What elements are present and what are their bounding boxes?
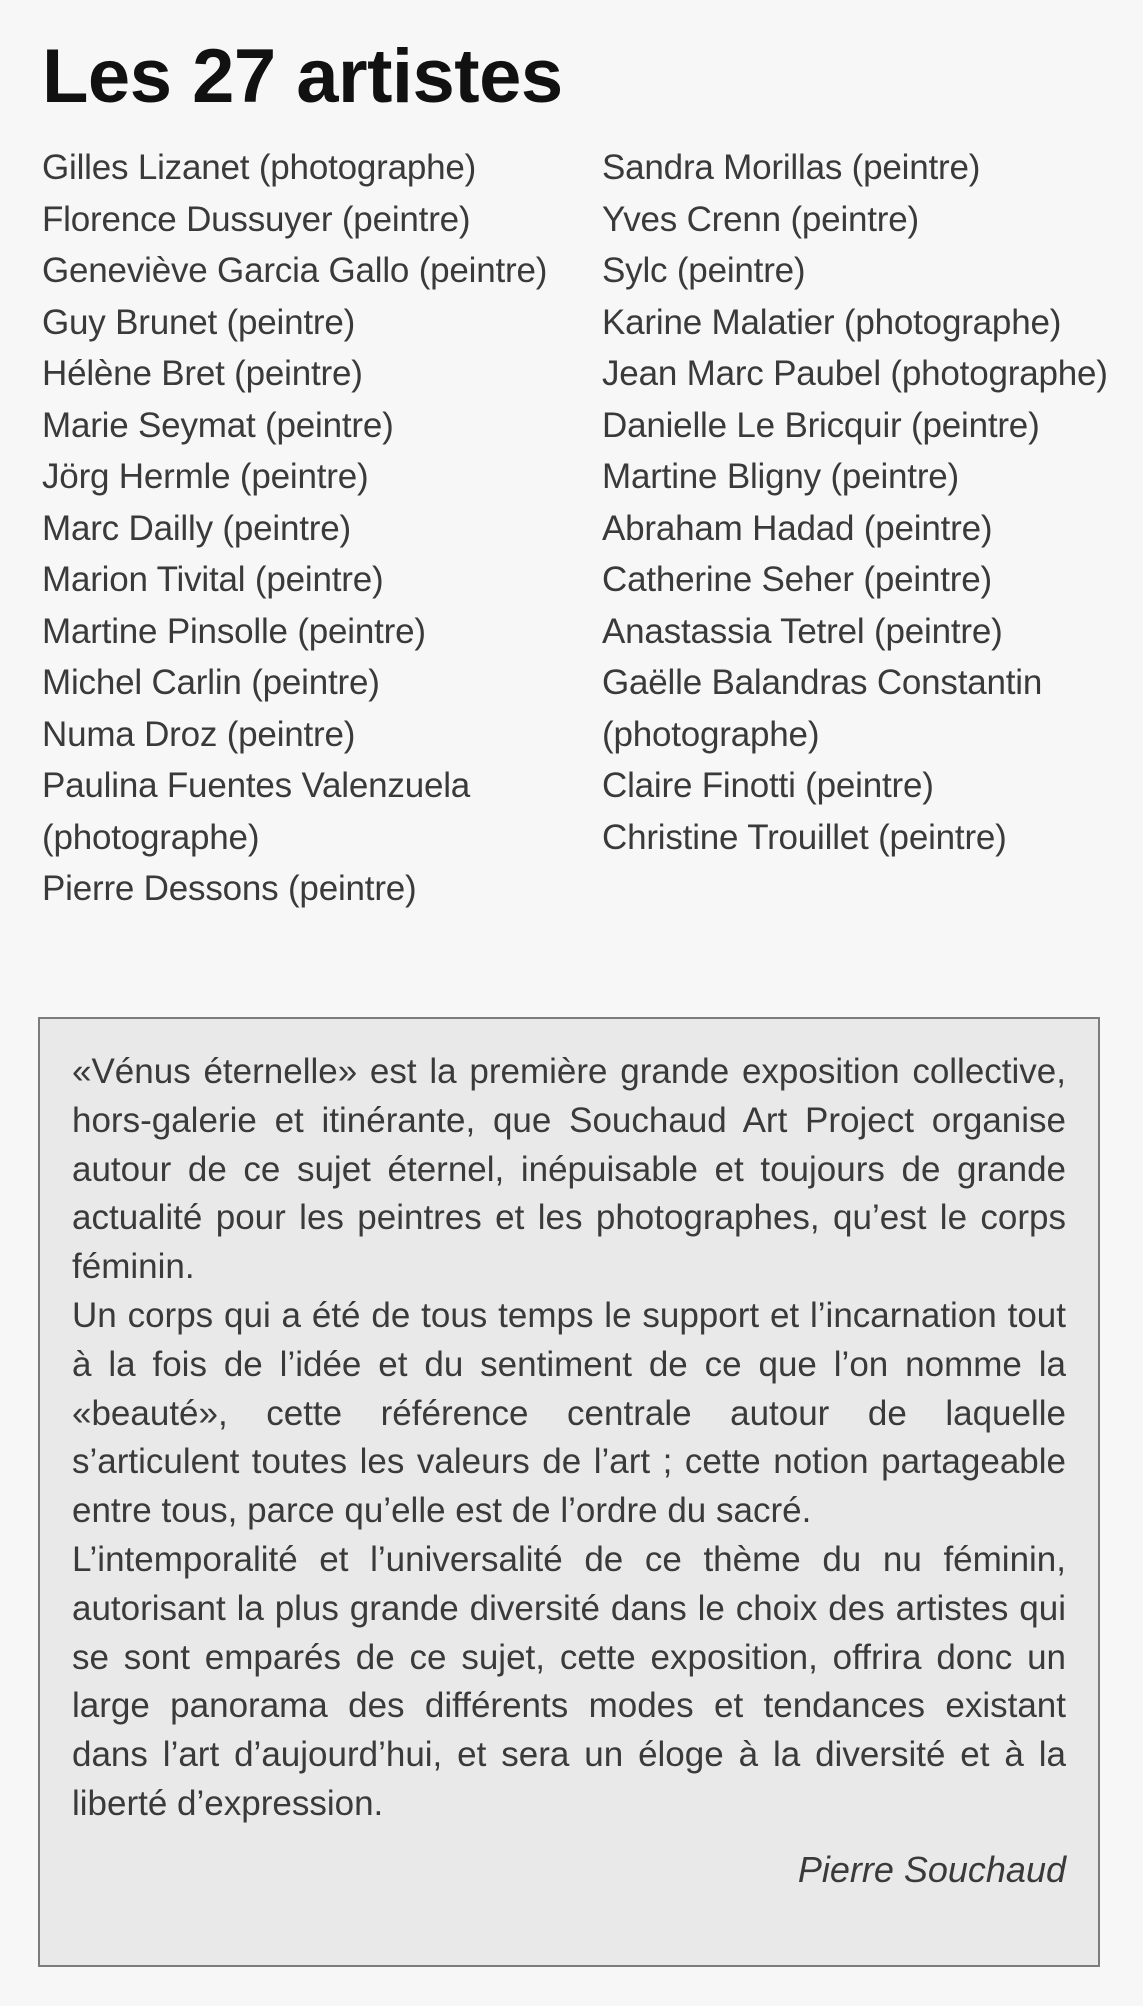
artist-item: Marion Tivital (peintre) [42,560,384,599]
artist-item: Catherine Seher (peintre) [602,560,992,599]
artist-item: Sandra Morillas (peintre) [602,148,981,187]
artist-item: Marc Dailly (peintre) [42,508,351,548]
artist-item: Hélène Bret (peintre) [42,354,363,393]
artist-item: Martine Bligny (peintre) [602,457,960,496]
quote-paragraph: Un corps qui a été de tous temps le support et l’incarnation tout à la fois de l’idée et du sentiment de ce que l’on nomme la «beauté», cette référence centrale autour de laquelle s’articulent toutes les valeurs de l’art ; cette notion partageable entre tous, parce qu’elle est de l’ordre du sacré. [72,1295,1066,1531]
artist-item: Florence Dussuyer (peintre) [42,199,471,239]
artist-item: Danielle Le Bricquir (peintre) [602,405,1040,445]
artist-list-right [602,142,1137,863]
artist-item: Claire Finotti (peintre) [602,766,934,805]
quote-author: Pierre Souchaud [797,1848,1066,1890]
artist-item: Gaëlle Balandras Constantin (photographe) [602,663,1043,754]
artist-item: Yves Crenn (peintre) [602,199,919,239]
artist-item: Jörg Hermle (peintre) [42,457,369,496]
quote-box [38,1017,1100,1967]
artist-item: Anastassia Tetrel (peintre) [602,611,1003,651]
artist-item: Pierre Dessons (peintre) [42,869,417,908]
artist-item: Sylc (peintre) [602,251,806,290]
artist-item: Michel Carlin (peintre) [42,663,380,702]
artist-item: Martine Pinsolle (peintre) [42,611,426,651]
artist-item: Paulina Fuentes Valenzuela (photographe) [42,766,471,857]
quote-paragraph: L’intemporalité et l’universalité de ce thème du nu féminin, autorisant la plus grande diversité dans le choix des artistes qui se sont emparés de ce sujet, cette exposition, offrira donc un large panorama des différents modes et tendances existant dans l’art d’aujourd’hui, et sera un éloge à la diversité et à la liberté d’expression. [72,1539,1066,1823]
page-title: Les 27 artistes [42,34,563,119]
artist-item: Christine Trouillet (peintre) [602,817,1007,857]
artist-item: Jean Marc Paubel (photographe) [602,354,1108,393]
artist-item: Guy Brunet (peintre) [42,302,356,342]
artist-list-left [42,142,572,915]
quote-paragraph: «Vénus éternelle» est la première grande exposition collective, hors-galerie et itinérante, que Souchaud Art Project organise autour de ce sujet éternel, inépuisable et toujours de grande actualité pour les peintres et les photographes, qu’est le corps féminin. [72,1052,1066,1287]
artist-item: Gilles Lizanet (photographe) [42,148,477,187]
artist-item: Geneviève Garcia Gallo (peintre) [42,251,548,290]
artist-item: Abraham Hadad (peintre) [602,508,993,548]
artist-item: Marie Seymat (peintre) [42,405,394,445]
artist-item: Numa Droz (peintre) [42,714,356,754]
artist-item: Karine Malatier (photographe) [602,302,1062,342]
